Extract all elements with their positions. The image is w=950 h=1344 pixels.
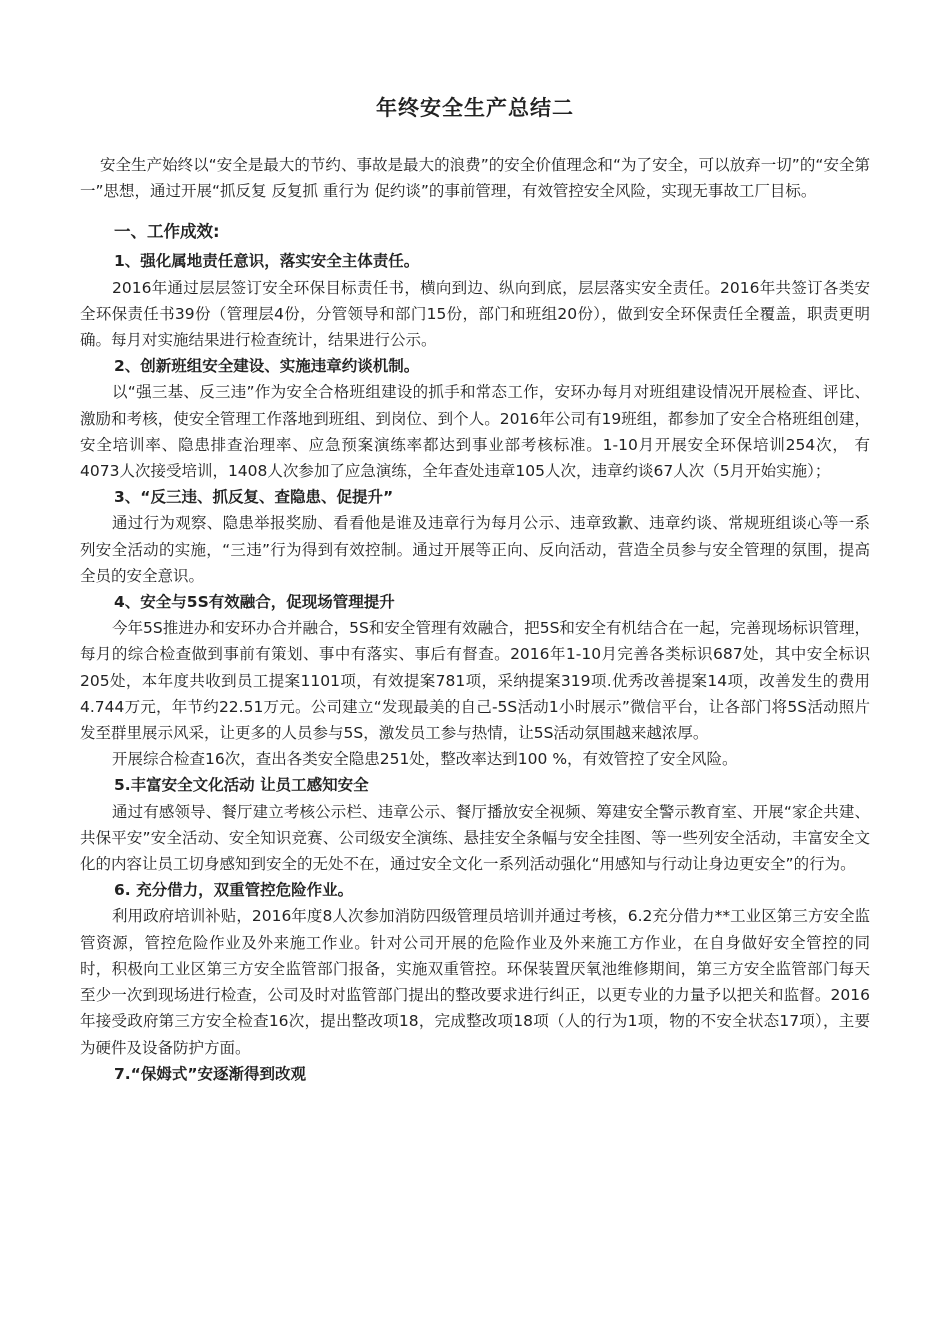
paragraph-5: 通过有感领导、餐厅建立考核公示栏、违章公示、餐厅播放安全视频、筹建安全警示教育室、开展“家企共建、共保平安”安全活动、安全知识竞赛、公司级安全演练、悬挂安全条幅与安全挂图、等一些列安全活动，丰富安全文化的内容让员工切身感知到安全的无处不在，通过安全文化一系列活动强化“用感知与行动让身边更安全”的行为。 [80, 802, 870, 874]
document-title: 年终安全生产总结二 [376, 96, 574, 120]
subheading-6: 6. 充分借力，双重管控危险作业。 [114, 881, 354, 900]
paragraph-6: 利用政府培训补贴，2016年度8人次参加消防四级管理员培训并通过考核，6.2充分借力**工业区第三方安全监管资源，管控危险作业及外来施工作业。针对公司开展的危险作业及外来施工方作业，在自身做好安全管控的同时，积极向工业区第三方安全监管部门报备，实施双重管控。环保装置厌氧池维修期间，第三方安全监管部门每天至少一次到现场进行检查，公司及时对监管部门提出的整改要求进行纠正，以更专业的力量予以把关和监督。2016年接受政府第三方安全检查16次，提出整改项18，完成整改项18项（人的行为1项，物的不安全状态17项），主要为硬件及设备防护方面。 [80, 907, 870, 1057]
paragraph-1: 2016年通过层层签订安全环保目标责任书，横向到边、纵向到底，层层落实安全责任。2016年共签订各类安全环保责任书39份（管理层4份，分管领导和部门15份，部门和班组20份），做到安全环保责任全覆盖，职责更明确。每月对实施结果进行检查统计，结果进行公示。 [80, 278, 870, 350]
intro-paragraph: 安全生产始终以“安全是最大的节约、事故是最大的浪费”的安全价值理念和“为了安全，可以放弃一切”的“安全第一”思想，通过开展“抓反复 反复抓 重行为 促约谈”的事前管理，有效管控安全风险，实现无事故工厂目标。 [80, 156, 870, 201]
paragraph-2: 以“强三基、反三违”作为安全合格班组建设的抓手和常态工作，安环办每月对班组建设情况开展检查、评比、激励和考核，使安全管理工作落地到班组、到岗位、到个人。2016年公司有19班组，都参加了安全合格班组创建，安全培训率、隐患排查治理率、应急预案演练率都达到事业部考核标准。1-10月开展安全环保培训254次， 有4073人次接受培训，1408人次参加了应急演练，全年查处违章105人次，违章约谈67人次（5月开始实施）； [80, 383, 870, 481]
document-page [80, 92, 870, 1087]
subheading-5: 5.丰富安全文化活动 让员工感知安全 [114, 776, 369, 795]
paragraph-4b: 开展综合检查16次，查出各类安全隐患251处，整改率达到100 %，有效管控了安全风险。 [112, 750, 738, 769]
section-heading-work-results: 一、工作成效: [114, 222, 220, 242]
subheading-3: 3、“反三违、抓反复、查隐患、促提升” [114, 488, 394, 507]
subheading-7: 7.“保姆式”安逐渐得到改观 [114, 1064, 307, 1083]
subheading-1: 1、强化属地责任意识，落实安全主体责任。 [114, 252, 420, 271]
paragraph-3: 通过行为观察、隐患举报奖励、看看他是谁及违章行为每月公示、违章致歉、违章约谈、常规班组谈心等一系列安全活动的实施，“三违”行为得到有效控制。通过开展等正向、反向活动，营造全员参与安全管理的氛围，提高全员的安全意识。 [80, 514, 870, 585]
subheading-2: 2、创新班组安全建设、实施违章约谈机制。 [114, 357, 420, 376]
paragraph-4: 今年5S推进办和安环办合并融合，5S和安全管理有效融合，把5S和安全有机结合在一起，完善现场标识管理，每月的综合检查做到事前有策划、事中有落实、事后有督查。2016年1-10月完善各类标识687处，其中安全标识205处，本年度共收到员工提案1101项，有效提案781项，采纳提案319项.优秀改善提案14项，改善发生的费用4.744万元，年节约22.51万元。公司建立“发现最美的自己-5S活动1小时展示”微信平台，让各部门将5S活动照片发至群里展示风采，让更多的人员参与5S，激发员工参与热情，让5S活动氛围越来越浓厚。 [80, 619, 870, 743]
subheading-4: 4、安全与5S有效融合，促现场管理提升 [114, 593, 395, 612]
